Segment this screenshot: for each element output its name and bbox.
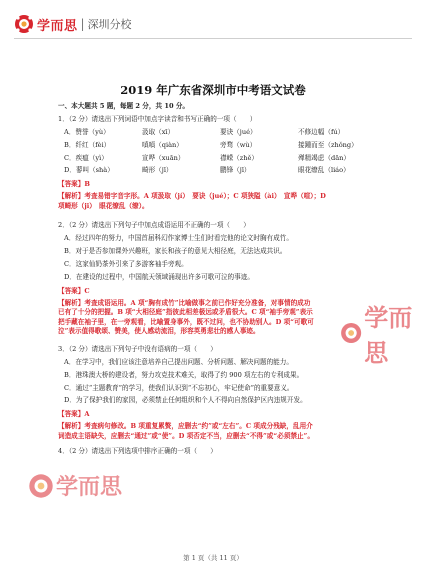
explanation-line: 【解析】考查易错字音字形。A 项汲取（jí） 要诀（jué）；C 项狭隘（ài） 宣哗（喧）；D — [58, 192, 326, 201]
watermark-left — [28, 470, 122, 501]
option-word: 畸形（jī） — [142, 166, 173, 175]
option-word: D．蓼叫（shà） — [64, 166, 114, 175]
question-2-option-a: A．经过四年的努力，中国首届科幻作家博士生们时看完他的论文时胸有成竹。 — [64, 234, 293, 243]
explanation-line: 【解析】考查成语运用。A 项“胸有成竹”比喻做事之前已作好充分准备，对事情的成功 — [58, 298, 311, 307]
explanation-line: 词造成主语缺失，应删去“通过”或“使”。D 项否定不当，应删去“不得”或“必须禁止”。 — [58, 431, 314, 440]
watermark-logo-icon — [28, 473, 54, 499]
option-word: A．赞誉（yù） — [64, 127, 110, 136]
logo — [14, 14, 132, 34]
question-1-answer: 【答案】B — [58, 180, 90, 189]
question-1-options-row-d — [58, 166, 376, 175]
logo-text: 学而思 — [37, 18, 78, 34]
question-1-options-row-a — [58, 128, 376, 137]
question-1-options-row-c — [58, 154, 376, 163]
question-4-stem: 4．（2 分）请选出下列选项中排序正确的一项（ ） — [58, 447, 217, 456]
question-2-stem: 2．（2 分）请选出下列句子中加点成语运用不正确的一项（ ） — [58, 221, 250, 230]
option-word: 汲取（xī） — [142, 127, 175, 136]
option-word: 襟嵘（zhě） — [220, 153, 258, 162]
question-2-option-d: D．在建设的过程中，中国航天领域涌现出许多可歌可泣的事迹。 — [64, 272, 254, 281]
exam-content — [58, 102, 376, 456]
option-word: 嗔嗔（qiàn） — [142, 140, 183, 149]
page-title: 2019 年广东省深圳市中考语文试卷 — [120, 83, 306, 97]
option-word: 要诀（jué） — [220, 127, 257, 136]
watermark-text: 学而思 — [56, 475, 123, 500]
question-2-option-b: B．对于是否参加课外兴趣班，家长和孩子的意见大相径庭，无法达成共识。 — [64, 247, 287, 256]
explanation-line: 把手藏在袖子里，在一旁观看，比喻置身事外，既不过问，也不协助别人。D 项“可歌可 — [58, 317, 314, 326]
explanation-line: 【解析】考查病句修改。B 项重复累赘，应删去“约”或“左右”。C 项成分残缺，乱用介 — [58, 422, 313, 431]
question-2-answer: 【答案】C — [58, 286, 90, 295]
question-3-option-c: C．通过“主题教育”的学习，使我们认识到“不忘初心，牢记使命”的重要意义。 — [64, 383, 294, 392]
option-word: B．纤红（fèi） — [64, 140, 111, 149]
section-heading: 一、本大题共 5 题，每题 2 分，共 10 分。 — [58, 102, 190, 110]
option-word: 殚精竭虑（dān） — [298, 153, 350, 162]
option-word: 宣哗（xuān） — [142, 153, 185, 162]
school-name: 深圳分校 — [87, 18, 132, 31]
option-word: 接踵而至（zhǒng） — [298, 140, 358, 149]
explanation-line: 项畸形（jī） 眼花缭乱（缭）。 — [58, 201, 149, 210]
logo-separator: | — [80, 17, 85, 31]
explanation-line: 泣”表示值得歌颂、赞美，使人感动流泪，形容英勇悲壮的感人事迹。 — [58, 327, 260, 336]
option-word: 旁骛（wù） — [220, 140, 257, 149]
question-3-explanation — [58, 422, 376, 441]
question-3-answer: 【答案】A — [58, 410, 90, 419]
option-word: 不修边幅（fú） — [298, 127, 345, 136]
question-3-option-b: B．港珠澳大桥的建设者，努力攻克技术难关，取得了约 900 项左右的专利成果。 — [64, 370, 304, 379]
watermark-text: 学而思 — [364, 304, 413, 367]
question-1-explanation — [58, 192, 376, 211]
option-word: 眼花缭乱（liáo） — [298, 166, 350, 175]
header-divider — [14, 38, 412, 39]
option-word: C．疾瘟（yì） — [64, 153, 108, 162]
question-1-options-row-b — [58, 141, 376, 150]
explanation-line: 已有了十分的把握。B 项“大相径庭”指彼此相差极远或矛盾很大。C 项“袖手旁观”表示 — [58, 308, 313, 317]
option-word: 鹏锋（jī） — [220, 166, 251, 175]
question-2-explanation — [58, 299, 376, 337]
question-1-stem: 1．（2 分）请选出下列词语中加点字读音和书写正确的一项（ ） — [58, 114, 257, 123]
question-3-option-a: A．在学习中，我们应该注意培养自己提出问题、分析问题、解决问题的能力。 — [64, 357, 293, 366]
xueersi-logo-icon — [14, 14, 34, 34]
question-3-stem: 3．（2 分）请选出下列句子中没有语病的一项（ ） — [58, 344, 217, 353]
question-3-option-d: D．为了保护我们的家园，必须禁止任何组织和个人不得向自然保护区内违规开发。 — [64, 396, 307, 405]
page-footer: 第 1 页（共 11 页） — [183, 554, 243, 562]
question-2-option-c: C．这家仙奶茶外引来了多游客袖手旁观。 — [64, 260, 188, 268]
